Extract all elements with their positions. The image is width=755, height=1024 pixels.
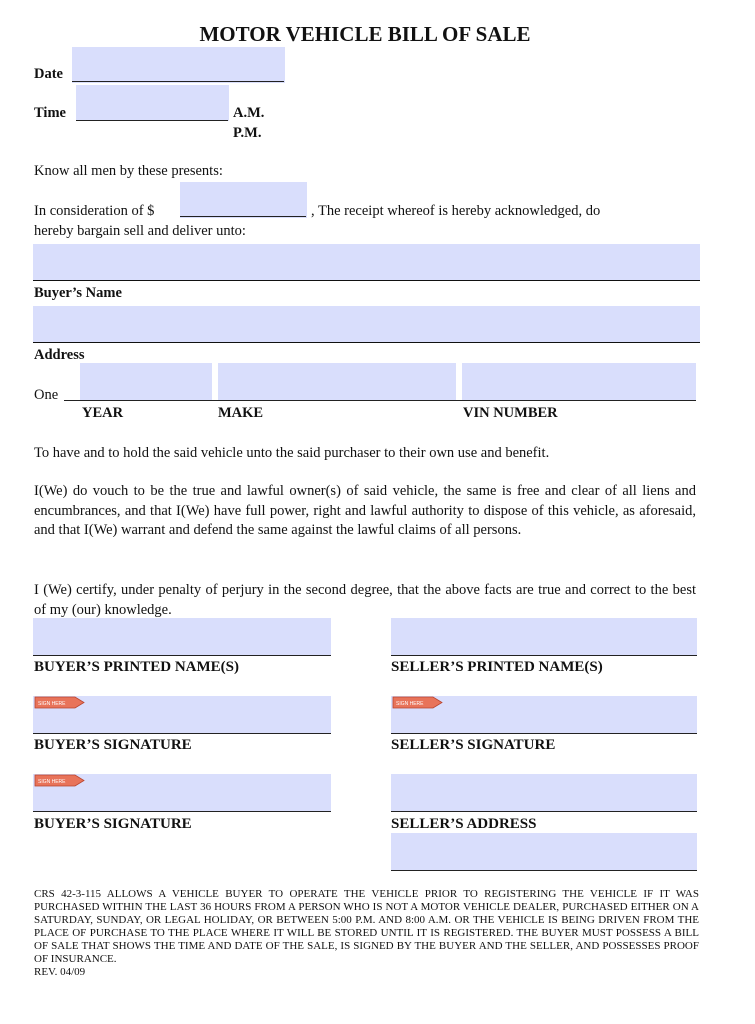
sign-here-tag-text: SIGN HERE bbox=[396, 701, 424, 707]
buyer-signature-2-label: BUYER’S SIGNATURE bbox=[34, 816, 192, 832]
address-rule bbox=[33, 342, 700, 343]
hold-text: To have and to hold the said vehicle unto the said purchaser to their own use and benefit. bbox=[34, 445, 550, 461]
year-field[interactable] bbox=[80, 363, 212, 401]
consideration-prefix: In consideration of $ bbox=[34, 203, 155, 219]
sign-here-flag-icon bbox=[33, 696, 85, 709]
buyer-name-label: Buyer’s Name bbox=[34, 285, 122, 301]
pm-label: P.M. bbox=[233, 125, 262, 141]
seller-address-line2-field[interactable] bbox=[391, 833, 697, 871]
intro-text: Know all men by these presents: bbox=[34, 163, 223, 179]
sign-here-flag-icon bbox=[33, 774, 85, 787]
year-label: YEAR bbox=[82, 405, 124, 421]
buyer-printed-underline bbox=[33, 655, 331, 656]
revision-text: REV. 04/09 bbox=[34, 966, 86, 978]
sign-here-tag-text: SIGN HERE bbox=[38, 779, 66, 785]
buyer-signature-2-underline bbox=[33, 811, 331, 812]
date-underline bbox=[72, 81, 284, 82]
address-label: Address bbox=[34, 347, 85, 363]
make-field[interactable] bbox=[218, 363, 456, 401]
seller-address-line2-underline bbox=[391, 870, 697, 871]
consideration-suffix: , The receipt whereof is hereby acknowledged, do bbox=[311, 203, 601, 219]
consideration-amount-field[interactable] bbox=[180, 182, 307, 218]
one-label: One bbox=[34, 387, 59, 403]
vehicle-underline bbox=[64, 400, 696, 401]
buyer-printed-name-field[interactable] bbox=[33, 618, 331, 656]
seller-signature-underline bbox=[391, 733, 697, 734]
seller-printed-name-field[interactable] bbox=[391, 618, 697, 656]
seller-signature-label: SELLER’S SIGNATURE bbox=[391, 737, 556, 753]
page-title: MOTOR VEHICLE BILL OF SALE bbox=[199, 22, 531, 46]
buyer-signature-underline bbox=[33, 733, 331, 734]
seller-address-label: SELLER’S ADDRESS bbox=[391, 816, 537, 832]
certify-text: I (We) certify, under penalty of perjury in the second degree, that the above facts are true and correct to the best of my (our) knowledge. bbox=[34, 582, 696, 618]
date-label: Date bbox=[34, 66, 63, 82]
time-label: Time bbox=[34, 105, 66, 121]
buyer-name-field[interactable] bbox=[33, 244, 700, 280]
buyer-name-rule bbox=[33, 280, 700, 281]
sign-here-flag-icon bbox=[391, 696, 443, 709]
consideration-line2: hereby bargain sell and deliver unto: bbox=[34, 223, 246, 239]
seller-address-field[interactable] bbox=[391, 774, 697, 812]
sign-here-tag-text: SIGN HERE bbox=[38, 701, 66, 707]
vouch-text: I(We) do vouch to be the true and lawful owner(s) of said vehicle, the same is free and clear of all liens and encumbrances, and that I(We) have full power, right and lawful authority to dispose of this vehicle, as aforesaid, and that I(We) warrant and defend the same against the lawful claims of all persons. bbox=[34, 483, 696, 538]
am-label: A.M. bbox=[233, 105, 265, 121]
date-field[interactable] bbox=[72, 47, 285, 83]
vin-label: VIN NUMBER bbox=[463, 405, 558, 421]
seller-address-underline bbox=[391, 811, 697, 812]
legal-footer bbox=[34, 888, 699, 979]
make-label: MAKE bbox=[218, 405, 264, 421]
time-field[interactable] bbox=[76, 85, 229, 121]
seller-printed-name-label: SELLER’S PRINTED NAME(S) bbox=[391, 659, 603, 675]
buyer-signature-label: BUYER’S SIGNATURE bbox=[34, 737, 192, 753]
time-underline bbox=[76, 120, 228, 121]
address-field[interactable] bbox=[33, 306, 700, 342]
seller-printed-underline bbox=[391, 655, 697, 656]
vin-field[interactable] bbox=[462, 363, 696, 401]
consideration-underline bbox=[180, 216, 306, 217]
footer-text: CRS 42-3-115 ALLOWS A VEHICLE BUYER TO OPERATE THE VEHICLE PRIOR TO REGISTERING THE VEHICLE IF IT WAS PURCHASED WITHIN THE LAST 36 HOURS FROM A PERSON WHO IS NOT A MOTOR VEHICLE DEALER, PURCHASED EITHER ON A SATURDAY, SUNDAY, OR LEGAL HOLIDAY, OR BETWEEN 5:00 P.M. AND 8:00 A.M. OR THE VEHICLE IS BEING DRIVEN FROM THE PLACE OF PURCHASE TO THE PLACE WHERE IT WILL BE STORED UNTIL IT IS REGISTERED. THE BUYER MUST POSSESS A BILL OF SALE THAT SHOWS THE TIME AND DATE OF THE SALE, IS SIGNED BY THE BUYER AND THE SELLER, AND POSSESSES PROOF OF INSURANCE. bbox=[34, 888, 699, 965]
buyer-printed-name-label: BUYER’S PRINTED NAME(S) bbox=[34, 659, 240, 675]
